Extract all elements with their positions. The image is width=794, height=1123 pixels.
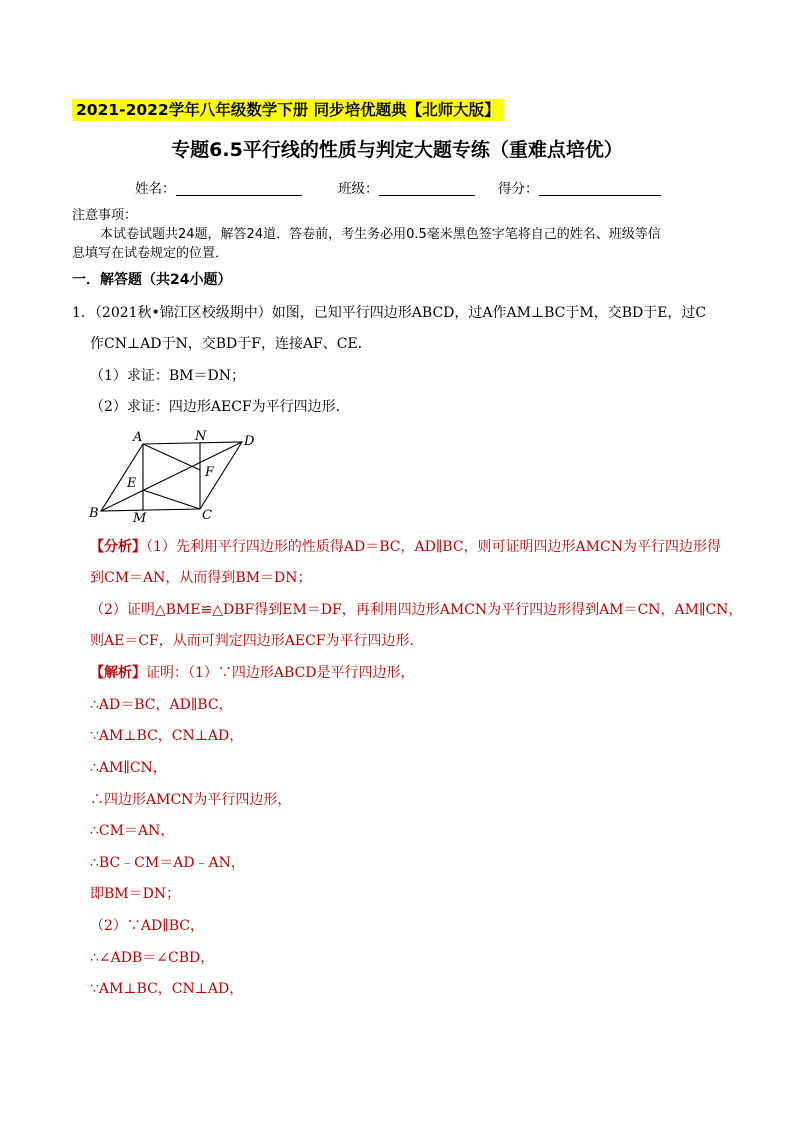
analysis-line1: [90, 537, 721, 557]
label-e: E: [127, 476, 137, 491]
solution-line-6: ∴BC﹣CM＝AD﹣AN，: [90, 855, 245, 871]
class-blank: [379, 181, 475, 196]
notice-heading: 注意事项：: [72, 208, 138, 223]
class-field: [338, 177, 475, 197]
question1-line2: 作CN⊥AD于N，交BD于F，连接AF、CE．: [90, 336, 372, 352]
label-f: F: [205, 465, 215, 480]
solution-line-8: （2）∵AD∥BC，: [90, 918, 204, 934]
name-blank: [176, 181, 302, 196]
solution-line-7: 即BM＝DN；: [90, 886, 181, 902]
solution-line-3: ∴AM∥CN，: [90, 760, 167, 776]
score-field: [498, 177, 661, 197]
question1-part1: （1）求证：BM＝DN；: [90, 368, 246, 384]
score-label: 得分：: [498, 181, 539, 197]
segment-ce: [143, 490, 200, 509]
solution-tag: 【解析】: [90, 665, 146, 681]
label-d: D: [244, 434, 255, 449]
solution-line-2: ∵AM⊥BC，CN⊥AD，: [90, 728, 244, 744]
solution-line-0: [90, 663, 415, 683]
label-a: A: [133, 430, 143, 445]
solution-line-10: ∵AM⊥BC，CN⊥AD，: [90, 981, 244, 997]
segment-af: [143, 444, 200, 470]
notice-body-line2: 息填写在试卷规定的位置．: [72, 246, 229, 261]
analysis-tag: 【分析】: [90, 539, 146, 555]
section-heading: 一．解答题（共24小题）: [72, 272, 232, 288]
label-c: C: [202, 508, 212, 523]
question1-part2: （2）求证：四边形AECF为平行四边形．: [90, 399, 350, 415]
notice-body-line1: 本试卷试题共24题，解答24道．答卷前，考生务必用0.5毫米黑色签字笔将自己的姓名、班级等信: [100, 227, 661, 242]
score-blank: [539, 181, 661, 196]
analysis-line4: 则AE＝CF，从而可判定四边形AECF为平行四边形．: [90, 633, 424, 649]
solution-line-5: ∴CM＝AN，: [90, 823, 175, 839]
solution-text-0: 证明：（1）∵四边形ABCD是平行四边形，: [146, 665, 415, 681]
class-label: 班级：: [338, 181, 379, 197]
solution-line-1: ∴AD＝BC，AD∥BC，: [90, 697, 233, 713]
analysis-line2: 到CM＝AN，从而得到BM＝DN；: [90, 570, 312, 586]
name-field: [135, 177, 302, 197]
label-m: M: [133, 511, 147, 525]
solution-line-4: ∴四边形AMCN为平行四边形，: [90, 792, 292, 808]
name-label: 姓名：: [135, 181, 176, 197]
question1-line1: 1．（2021秋•锦江区校级期中）如图，已知平行四边形ABCD，过A作AM⊥BC于M，交BD于E，过C: [72, 305, 707, 321]
header-banner: 2021-2022学年八年级数学下册 同步培优题典【北师大版】: [72, 99, 504, 121]
analysis-text-1: （1）先利用平行四边形的性质得AD＝BC，AD∥BC，则可证明四边形AMCN为平行四边形得: [146, 539, 721, 555]
label-b: B: [89, 506, 99, 521]
parallelogram-figure: [85, 425, 265, 525]
page-title: 专题6.5平行线的性质与判定大题专练（重难点培优）: [171, 139, 623, 161]
analysis-line3: （2）证明△BME≌△DBF得到EM＝DF，再利用四边形AMCN为平行四边形得到AM＝CN，AM∥CN，: [90, 602, 743, 618]
solution-line-9: ∴∠ADB＝∠CBD，: [90, 950, 215, 966]
label-n: N: [195, 429, 207, 444]
